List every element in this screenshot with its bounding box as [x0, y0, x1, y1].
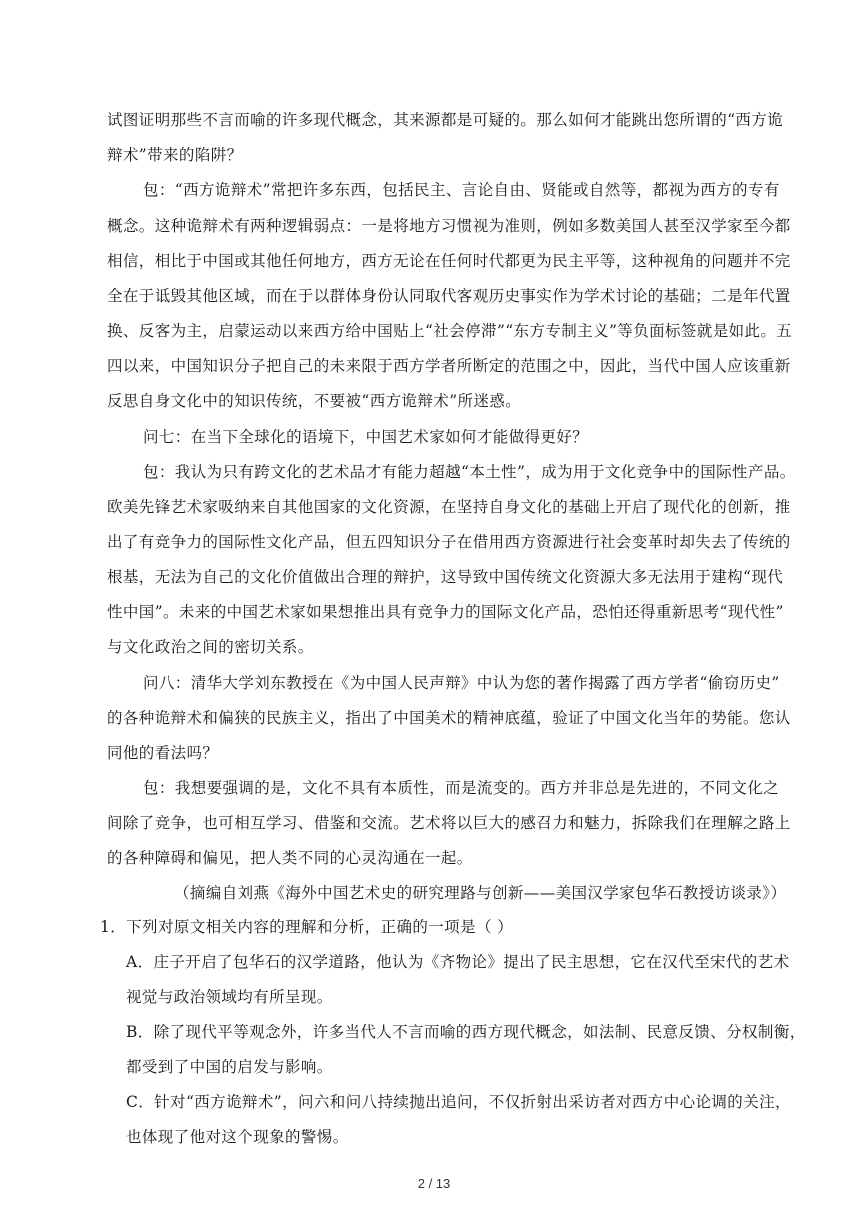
body-line: 间除了竞争，也可相互学习、借鉴和交流。艺术将以巨大的感召力和魅力，拆除我们在理解之路上 — [107, 814, 791, 832]
body-line: 出了有竞争力的国际性文化产品，但五四知识分子在借用西方资源进行社会变革时却失去了传统的 — [107, 533, 791, 551]
body-line: 全在于诋毁其他区域，而在于以群体身份认同取代客观历史事实作为学术讨论的基础；二是年代置 — [107, 287, 791, 305]
option-a-continued: 视觉与政治领域均有所呈现。 — [126, 988, 333, 1006]
body-line: 换、反客为主，启蒙运动以来西方给中国贴上“社会停滞”“东方专制主义”等负面标签就是如此。五 — [107, 322, 793, 340]
body-line: 包：“西方诡辩术”常把许多东西，包括民主、言论自由、贤能或自然等，都视为西方的专有 — [143, 181, 780, 199]
option-b: B．除了现代平等观念外，许多当代人不言而喻的西方现代概念，如法制、民意反馈、分权制衡， — [126, 1023, 806, 1041]
body-line: 的各种障碍和偏见，把人类不同的心灵沟通在一起。 — [107, 849, 473, 867]
question-seven: 问七：在当下全球化的语境下，中国艺术家如何才能做得更好？ — [143, 428, 589, 446]
body-line: 反思自身文化中的知识传统，不要被“西方诡辩术”所迷惑。 — [107, 392, 522, 410]
body-line: 辩术”带来的陷阱？ — [107, 146, 243, 164]
question-stem: 1．下列对原文相关内容的理解和分析，正确的一项是（ ） — [100, 918, 514, 936]
body-line: 的各种诡辩术和偏狭的民族主义，指出了中国美术的精神底蕴，验证了中国文化当年的势能。您认 — [107, 709, 791, 727]
body-line: 概念。这种诡辩术有两种逻辑弱点：一是将地方习惯视为准则，例如多数美国人甚至汉学家至今都 — [107, 217, 791, 235]
body-line: 相信，相比于中国或其他任何地方，西方无论在任何时代都更为民主平等，这种视角的问题并不完 — [107, 252, 791, 270]
body-line: 试图证明那些不言而喻的许多现代概念，其来源都是可疑的。那么如何才能跳出您所谓的“西方诡 — [107, 111, 784, 129]
option-c-continued: 也体现了他对这个现象的警惕。 — [126, 1128, 349, 1146]
body-line: 同他的看法吗？ — [107, 744, 219, 762]
question-eight: 问八：清华大学刘东教授在《为中国人民声辩》中认为您的著作揭露了西方学者“偷窃历史” — [143, 674, 780, 692]
page-number: 2 / 13 — [417, 1176, 451, 1191]
body-line: 四以来，中国知识分子把自己的未来限于西方学者所断定的范围之中，因此，当代中国人应该重新 — [107, 357, 791, 375]
body-line: 包：我认为只有跨文化的艺术品才有能力超越“本土性”，成为用于文化竞争中的国际性产品。 — [143, 463, 796, 481]
body-line: 包：我想要强调的是，文化不具有本质性，而是流变的。西方并非总是先进的，不同文化之 — [143, 779, 780, 797]
source-note: （摘编自刘燕《海外中国艺术史的研究理路与创新——美国汉学家包华石教授访谈录》） — [174, 884, 787, 902]
option-b-continued: 都受到了中国的启发与影响。 — [126, 1058, 333, 1076]
body-line: 根基，无法为自己的文化价值做出合理的辩护，这导致中国传统文化资源大多无法用于建构“现代 — [107, 568, 784, 586]
body-line: 与文化政治之间的密切关系。 — [107, 638, 314, 656]
option-c: C．针对“西方诡辩术”，问六和问八持续抛出追问，不仅折射出采访者对西方中心论调的关注， — [126, 1093, 791, 1111]
body-line: 性中国”。未来的中国艺术家如果想推出具有竞争力的国际文化产品，恐怕还得重新思考“现代性” — [107, 603, 784, 621]
body-line: 欧美先锋艺术家吸纳来自其他国家的文化资源，在坚持自身文化的基础上开启了现代化的创新，推 — [107, 498, 791, 516]
option-a: A．庄子开启了包华石的汉学道路，他认为《齐物论》提出了民主思想，它在汉代至宋代的艺术 — [126, 953, 790, 971]
